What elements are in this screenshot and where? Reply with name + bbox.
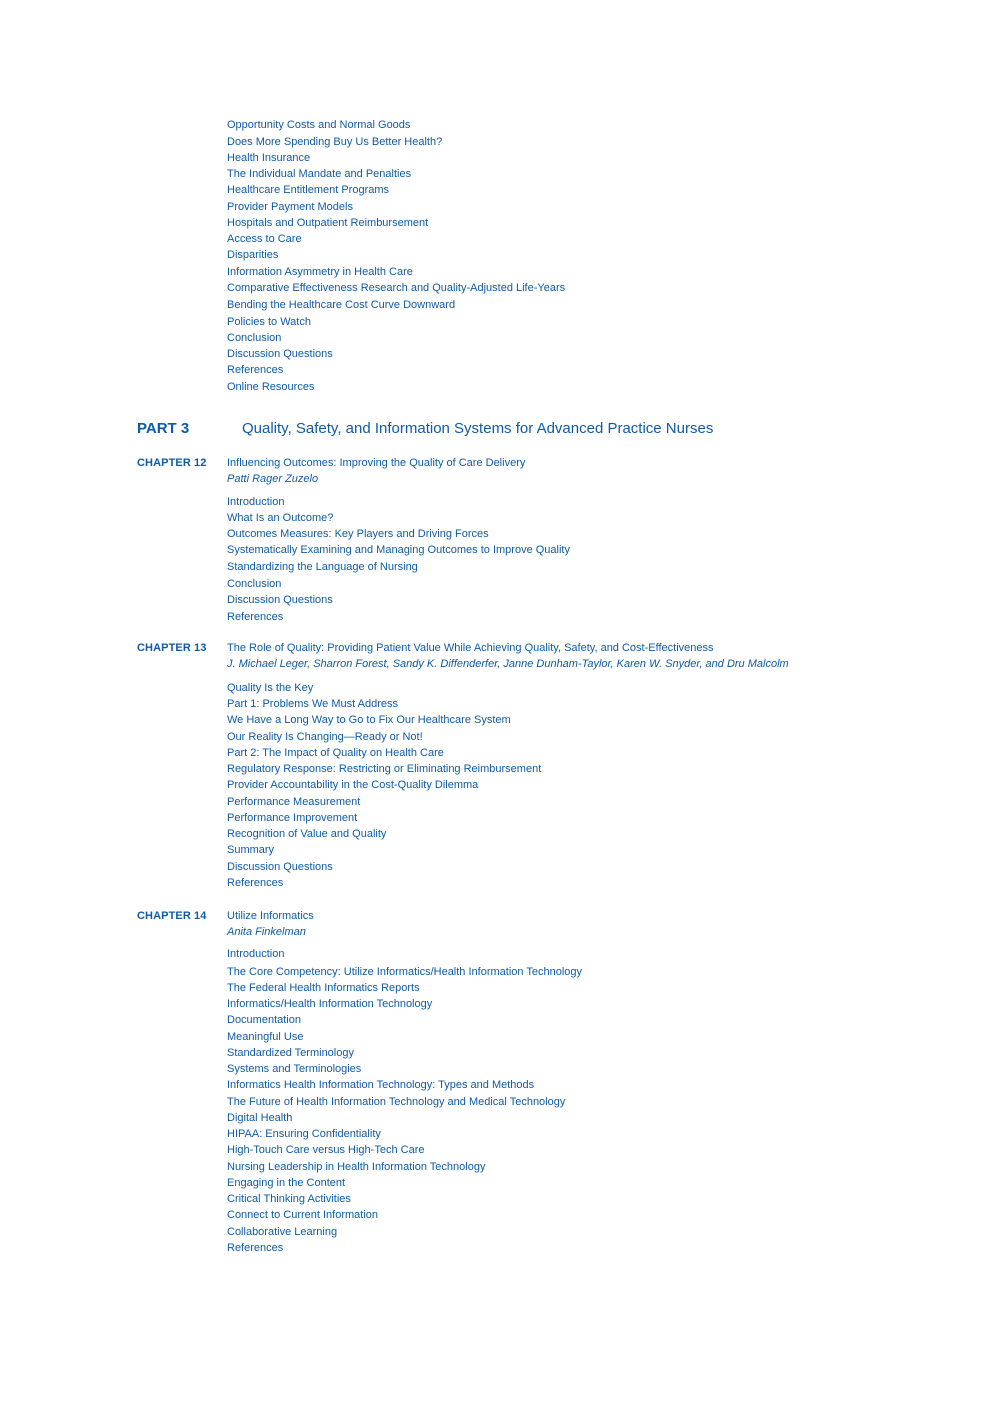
toc-item[interactable]: Documentation	[227, 1014, 301, 1026]
toc-item[interactable]: Disparities	[227, 249, 279, 261]
toc-item[interactable]: Discussion Questions	[227, 348, 333, 360]
toc-item[interactable]: Informatics Health Information Technology: Types and Methods	[227, 1079, 535, 1091]
chapter-authors: J. Michael Leger, Sharron Forest, Sandy K. Diffenderfer, Janne Dunham-Taylor, Karen W. Snyder, and Dru Malcolm	[227, 658, 789, 670]
toc-item[interactable]: Outcomes Measures: Key Players and Driving Forces	[227, 528, 489, 540]
toc-item[interactable]: Recognition of Value and Quality	[227, 828, 387, 840]
toc-item[interactable]: Provider Accountability in the Cost-Quality Dilemma	[227, 779, 479, 791]
toc-item[interactable]: Policies to Watch	[227, 316, 311, 328]
chapter-label: CHAPTER 13	[137, 642, 207, 654]
toc-item[interactable]: The Future of Health Information Technology and Medical Technology	[227, 1096, 566, 1108]
toc-item[interactable]: Provider Payment Models	[227, 201, 353, 213]
toc-item[interactable]: Performance Improvement	[227, 812, 358, 824]
toc-item[interactable]: We Have a Long Way to Go to Fix Our Healthcare System	[227, 714, 511, 726]
toc-item[interactable]: High-Touch Care versus High-Tech Care	[227, 1144, 425, 1156]
toc-item[interactable]: HIPAA: Ensuring Confidentiality	[227, 1128, 381, 1140]
toc-item[interactable]: Introduction	[227, 948, 285, 960]
toc-item[interactable]: Health Insurance	[227, 152, 311, 164]
toc-item[interactable]: Informatics/Health Information Technology	[227, 998, 433, 1010]
toc-item[interactable]: Summary	[227, 844, 275, 856]
toc-item[interactable]: Collaborative Learning	[227, 1226, 338, 1238]
toc-item[interactable]: Hospitals and Outpatient Reimbursement	[227, 217, 429, 229]
toc-item[interactable]: The Individual Mandate and Penalties	[227, 168, 412, 180]
toc-item[interactable]: Meaningful Use	[227, 1031, 304, 1043]
chapter-label: CHAPTER 12	[137, 457, 207, 469]
toc-item[interactable]: The Core Competency: Utilize Informatics/Health Information Technology	[227, 966, 583, 978]
chapter-title[interactable]: Influencing Outcomes: Improving the Quality of Care Delivery	[227, 457, 526, 469]
toc-item[interactable]: Performance Measurement	[227, 796, 361, 808]
toc-item[interactable]: Standardized Terminology	[227, 1047, 354, 1059]
toc-item[interactable]: Systematically Examining and Managing Outcomes to Improve Quality	[227, 544, 570, 556]
toc-item[interactable]: Information Asymmetry in Health Care	[227, 266, 413, 278]
toc-item[interactable]: Access to Care	[227, 233, 302, 245]
toc-item[interactable]: The Federal Health Informatics Reports	[227, 982, 420, 994]
toc-item[interactable]: Digital Health	[227, 1112, 293, 1124]
toc-item[interactable]: Nursing Leadership in Health Information Technology	[227, 1161, 486, 1173]
toc-item[interactable]: Does More Spending Buy Us Better Health?	[227, 136, 443, 148]
toc-item[interactable]: Part 2: The Impact of Quality on Health Care	[227, 747, 444, 759]
toc-item[interactable]: Standardizing the Language of Nursing	[227, 561, 418, 573]
toc-item[interactable]: Our Reality Is Changing—Ready or Not!	[227, 731, 423, 743]
toc-item[interactable]: References	[227, 611, 284, 623]
toc-item[interactable]: What Is an Outcome?	[227, 512, 334, 524]
chapter-authors: Anita Finkelman	[227, 926, 306, 938]
chapter-title[interactable]: Utilize Informatics	[227, 910, 314, 922]
toc-item[interactable]: References	[227, 1242, 284, 1254]
toc-item[interactable]: Online Resources	[227, 381, 315, 393]
toc-item[interactable]: Opportunity Costs and Normal Goods	[227, 119, 411, 131]
toc-item[interactable]: Quality Is the Key	[227, 682, 314, 694]
chapter-title[interactable]: The Role of Quality: Providing Patient Value While Achieving Quality, Safety, and Cost-Effectiveness	[227, 642, 714, 654]
part-label: PART 3	[137, 420, 190, 437]
toc-item[interactable]: Conclusion	[227, 578, 282, 590]
toc-item[interactable]: Discussion Questions	[227, 861, 333, 873]
toc-item[interactable]: Part 1: Problems We Must Address	[227, 698, 398, 710]
toc-item[interactable]: References	[227, 364, 284, 376]
toc-item[interactable]: Conclusion	[227, 332, 282, 344]
toc-item[interactable]: References	[227, 877, 284, 889]
toc-item[interactable]: Systems and Terminologies	[227, 1063, 362, 1075]
toc-item[interactable]: Comparative Effectiveness Research and Quality-Adjusted Life-Years	[227, 282, 566, 294]
part-title[interactable]: Quality, Safety, and Information Systems for Advanced Practice Nurses	[242, 420, 714, 437]
toc-item[interactable]: Discussion Questions	[227, 594, 333, 606]
toc-item[interactable]: Introduction	[227, 496, 285, 508]
toc-item[interactable]: Critical Thinking Activities	[227, 1193, 351, 1205]
toc-item[interactable]: Regulatory Response: Restricting or Eliminating Reimbursement	[227, 763, 542, 775]
chapter-authors: Patti Rager Zuzelo	[227, 473, 319, 485]
toc-item[interactable]: Healthcare Entitlement Programs	[227, 184, 390, 196]
toc-item[interactable]: Connect to Current Information	[227, 1209, 379, 1221]
toc-item[interactable]: Engaging in the Content	[227, 1177, 346, 1189]
toc-item[interactable]: Bending the Healthcare Cost Curve Downward	[227, 299, 456, 311]
chapter-label: CHAPTER 14	[137, 910, 207, 922]
